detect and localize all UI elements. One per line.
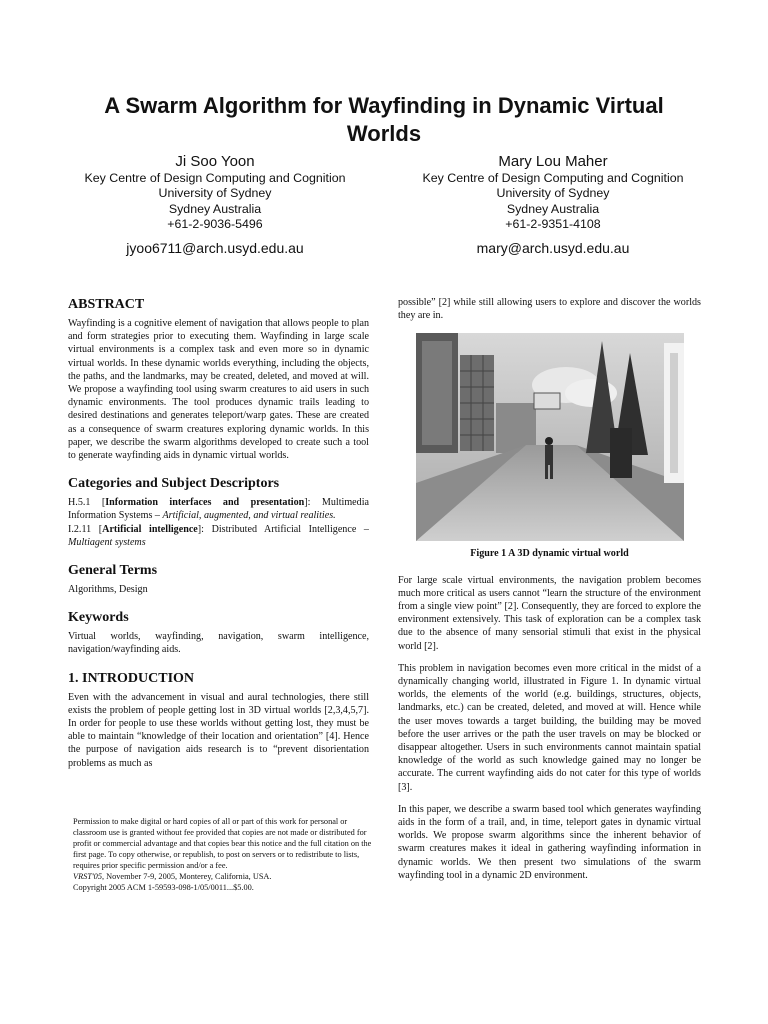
category-desc: ]: Distributed Artificial Intelligence – bbox=[197, 523, 369, 535]
venue-line bbox=[73, 871, 373, 882]
author-location: Sydney Australia bbox=[168, 201, 262, 216]
author-affiliation: Key Centre of Design Computing and Cognition bbox=[84, 171, 346, 185]
keywords-text: Virtual worlds, wayfinding, navigation, swarm intelligence, navigation/wayfinding aids. bbox=[68, 631, 369, 656]
general-terms-text: Algorithms, Design bbox=[68, 584, 148, 596]
author-email: jyoo6711@arch.usyd.edu.au bbox=[126, 240, 304, 257]
author-university: University of Sydney bbox=[496, 186, 610, 201]
permission-notice bbox=[73, 816, 373, 893]
category-term: Artificial intelligence bbox=[102, 523, 198, 535]
author-email: mary@arch.usyd.edu.au bbox=[476, 240, 630, 257]
category-code: I.2.11 [ bbox=[68, 523, 103, 535]
author-location: Sydney Australia bbox=[506, 201, 600, 216]
author-affiliation: Key Centre of Design Computing and Cognition bbox=[422, 171, 684, 185]
left-column bbox=[68, 296, 369, 770]
abstract-heading: ABSTRACT bbox=[68, 297, 145, 312]
introduction-paragraph-4: In this paper, we describe a swarm based tool which generates wayfinding aids in the form of a trail, and, in time, teleport gates in dynamic virtual worlds. We propose swarm algorithms since the inherent behavior of swarm creatures makes it ideal in gathering wayfinding information in dynamic worlds. We then present two simulations of the swarm wayfinding tool in a dynamic 2D environment. bbox=[398, 803, 701, 881]
category-subterm: Multiagent systems bbox=[68, 536, 146, 548]
category-subterm: Artificial, augmented, and virtual realities. bbox=[162, 510, 336, 522]
author-block bbox=[393, 152, 713, 257]
general-terms-heading: General Terms bbox=[68, 563, 158, 579]
introduction-heading: 1. INTRODUCTION bbox=[68, 670, 195, 686]
introduction-paragraph-3: This problem in navigation becomes even more critical in the midst of a dynamically changing world, illustrated in Figure 1. In dynamic virtual worlds, the elements of the world (e.g. buildings, structures, objects, landmarks, etc.) can be created, deleted, and moved at will. Hence while the user moves towards a target building, the building may be moved before the user arrives or the path the user travels on may be blocked or disappear altogether. Users in such environments cannot maintain spatial knowledge of the world as such knowledge gained may no longer be accurate. The current wayfinding aids do not cater for this type of worlds [3]. bbox=[398, 662, 701, 793]
author-phone: +61-2-9036-5496 bbox=[167, 216, 263, 231]
figure-caption: Figure 1 A 3D dynamic virtual world bbox=[470, 548, 629, 560]
right-column bbox=[398, 296, 701, 882]
copyright-line: Copyright 2005 ACM 1-59593-098-1/05/0011...$5.00. bbox=[73, 883, 254, 892]
paper-title: A Swarm Algorithm for Wayfinding in Dynamic Virtual Worlds bbox=[104, 93, 664, 146]
introduction-paragraph-1: Even with the advancement in visual and aural technologies, there still exists the problem of people getting lost in 3D virtual worlds [2,3,4,5,7]. In order for people to use these worlds without getting lost, they must be able to maintain “knowledge of their location and orientation” [4]. Hence the purpose of navigation aids research is to “prevent disorientation problems as much as bbox=[68, 691, 369, 769]
introduction-paragraph-2: For large scale virtual environments, the navigation problem becomes much more critical as users cannot “learn the structure of the environment from a single view point” [2]. Consequently, they are forced to explore the environment extensively. This task of exploration can be a complex task due to the absence of many sensorial stimuli that exist in the physical world [2]. bbox=[398, 574, 701, 652]
abstract-text: Wayfinding is a cognitive element of navigation that allows people to plan and form strategies prior to executing them. Wayfinding in large scale virtual environments is a complex task and even more so in dynamic virtual worlds. In these dynamic worlds everything, including the objects, the paths, and the landmarks, may be created, deleted, and moved at will. We propose a wayfinding tool using swarm creatures to aid users in such dynamic environments. The tool produces dynamic trails leading to desired destinations and generates teleport/warp gates. These are created as a consequence of swarm creatures exploring dynamic worlds. In this paper, we describe the swarm algorithms developed to create such a tool to generate wayfinding aids in dynamic virtual worlds. bbox=[68, 318, 369, 462]
virtual-world-illustration bbox=[416, 333, 684, 541]
categories-heading: Categories and Subject Descriptors bbox=[68, 476, 280, 492]
author-name: Ji Soo Yoon bbox=[175, 153, 255, 170]
author-university: University of Sydney bbox=[158, 186, 272, 201]
venue-name: VRST'05 bbox=[73, 872, 102, 881]
author-phone: +61-2-9351-4108 bbox=[505, 216, 601, 231]
category-code: H.5.1 [ bbox=[68, 497, 106, 509]
category-entry-1 bbox=[68, 496, 369, 522]
category-entry-2 bbox=[68, 523, 369, 549]
venue-details: , November 7-9, 2005, Monterey, California, USA. bbox=[101, 872, 272, 881]
permission-text: Permission to make digital or hard copies of all or part of this work for personal or classroom use is granted without fee provided that copies are not made or distributed for profit or commercial advantage and that copies bear this notice and the full citation on the first page. To copy otherwise, or republish, to post on servers or to redistribute to lists, requires prior specific permission and/or a fee. bbox=[73, 817, 372, 870]
author-name: Mary Lou Maher bbox=[498, 153, 608, 170]
author-block bbox=[55, 152, 375, 257]
figure-virtual-world-image bbox=[416, 333, 684, 541]
keywords-heading: Keywords bbox=[68, 610, 129, 626]
category-term: Information interfaces and presentation bbox=[105, 497, 305, 509]
category-desc: ]: Multimedia Information Systems – bbox=[68, 497, 369, 522]
introduction-paragraph-1-continued: possible” [2] while still allowing users to explore and discover the worlds they are in. bbox=[398, 297, 701, 322]
